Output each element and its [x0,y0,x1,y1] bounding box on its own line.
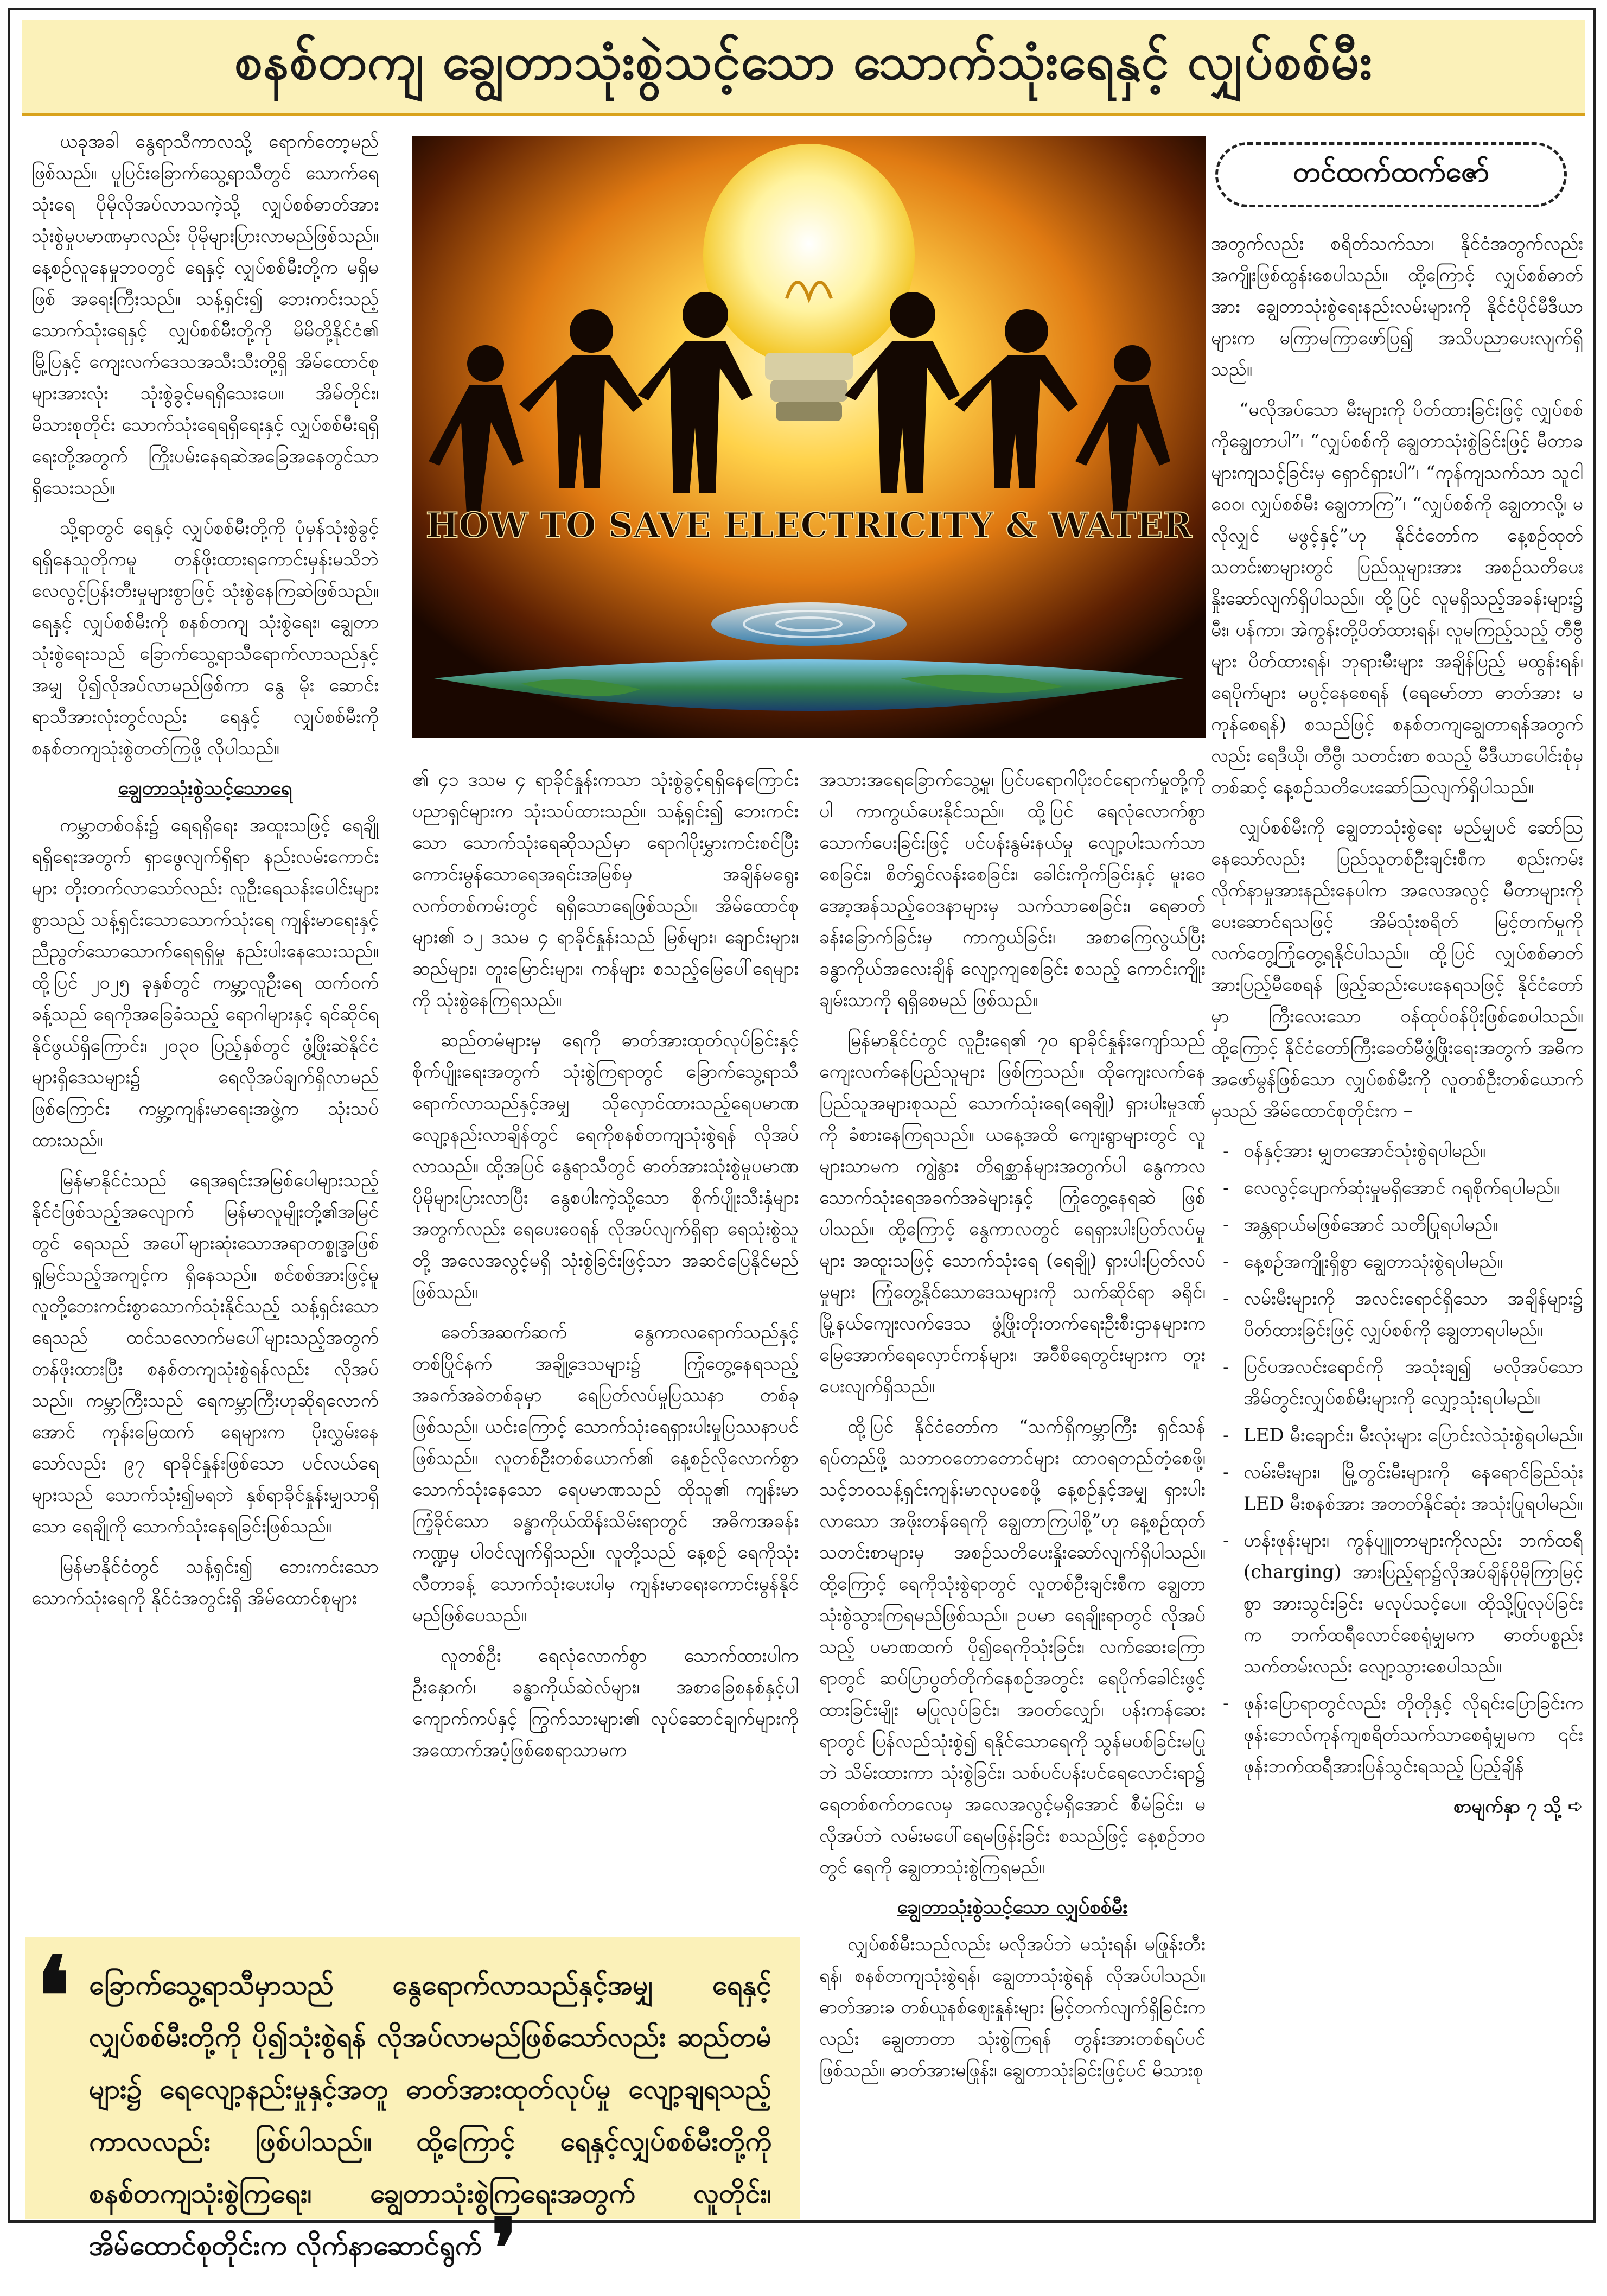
list-item: - LED မီးချောင်း၊ မီးလုံးများ ပြောင်းလဲသုံးစွဲရပါမည်။ [1211,1420,1583,1451]
column-4 [1211,228,1583,2138]
list-item: - နေ့စဉ်အကျိုးရှိစွာ ချွေတာသုံးစွဲရပါမည်။ [1211,1246,1583,1277]
paragraph: ကမ္ဘာတစ်ဝန်း၌ ရေရရှိရေး အထူးသဖြင့် ရေချိုရရှိရေးအတွက် ရှာဖွေလျက်ရှိရာ နည်းလမ်းကောင်းများ တိုးတက်လာသော်လည်း လူဦးရေသန်းပေါင်းများစွာသည် သန့်ရှင်းသောသောက်သုံးရေ ကျန်းမာရေးနှင့်ညီညွတ်သောသောက်ရေရရှိမှု နည်းပါးနေသေးသည်။ ထို့ပြင် ၂၀၂၅ ခုနှစ်တွင် ကမ္ဘာ့လူဦးရေ ထက်ဝက်ခန့်သည် ရေကိုအခြေခံသည့် ရောဂါများနှင့် ရင်ဆိုင်ရနိုင်ဖွယ်ရှိကြောင်း၊ ၂၀၃၀ ပြည့်နှစ်တွင် ဖွံ့ဖြိုးဆဲနိုင်ငံများရှိဒေသများ၌ ရေလိုအပ်ချက်ရှိလာမည်ဖြစ်ကြောင်း ကမ္ဘာ့ကျန်းမာရေးအဖွဲ့က သုံးသပ်ထားသည်။ [31,815,379,1151]
paragraph: သို့ရာတွင် ရေနှင့် လျှပ်စစ်မီးတို့ကို ပုံမှန်သုံးစွဲခွင့်ရရှိနေသူတိုကမူ တန်ဖိုးထားရကောင်းမှန်းမသိဘဲ လေလွင့်ပြန်းတီးမှုများစွာဖြင့် သုံးစွဲနေကြဆဲဖြစ်သည်။ ရေနှင့် လျှပ်စစ်မီးကို စနစ်တကျ သုံးစွဲရေး၊ ချွေတာသုံးစွဲရေးသည် ခြောက်သွေ့ရာသီရောက်လာသည်နှင့်အမျှ ပို၍လိုအပ်လာမည်ဖြစ်ကာ နွေ မိုး ဆောင်း ရာသီအားလုံးတွင်လည်း ရေနှင့် လျှပ်စစ်မီးကို စနစ်တကျသုံးစွဲတတ်ကြဖို့ လိုပါသည်။ [31,517,379,759]
paragraph: ယခုအခါ နွေရာသီကာလသို့ ရောက်တော့မည်ဖြစ်သည်။ ပူပြင်းခြောက်သွေ့ရာသီတွင် သောက်ရေသုံးရေ ပိုမိုလိုအပ်လာသကဲ့သို့ လျှပ်စစ်ဓာတ်အား သုံးစွဲမှုပမာဏမှာလည်း ပိုမိုများပြားလာမည်ဖြစ်သည်။ နေ့စဉ်လူနေမှုဘဝတွင် ရေနှင့် လျှပ်စစ်မီးတို့က မရှိမဖြစ် အရေးကြီးသည်။ သန့်ရှင်း၍ ဘေးကင်းသည့် သောက်သုံးရေနှင့် လျှပ်စစ်မီးတို့ကို မိမိတို့နိုင်ငံ၏ မြို့ပြနှင့် ကျေးလက်ဒေသအသီးသီးတို့ရှိ အိမ်ထောင်စုများအားလုံး သုံးစွဲခွင့်မရရှိသေးပေ။ အိမ်တိုင်း၊ မိသားစုတိုင်း သောက်သုံးရေရရှိရေးနှင့် လျှပ်စစ်မီးရရှိရေးတို့အတွက် ကြိုးပမ်းနေရဆဲအခြေအနေတွင်သာ ရှိသေးသည်။ [31,131,379,499]
section-heading: ချွေတာသုံးစွဲသင့်သောရေ [118,777,292,799]
paragraph: မြန်မာနိုင်ငံတွင် သန့်ရှင်း၍ ဘေးကင်းသော သောက်သုံးရေကို နိုင်ငံအတွင်းရှိ အိမ်ထောင်စုများ [31,1556,379,1609]
list-item: - အန္တရာယ်မဖြစ်အောင် သတိပြုရပါမည်။ [1211,1209,1583,1241]
list-item: - ပြင်ပအလင်းရောင်ကို အသုံးချ၍ မလိုအပ်သော အိမ်တွင်းလျှပ်စစ်မီးများကို လျှော့သုံးရပါမည်။ [1211,1351,1583,1414]
section-heading: ချွေတာသုံးစွဲသင့်သော လျှပ်စစ်မီး [897,1896,1128,1918]
list-item: - လေလွင့်ပျောက်ဆုံးမှုမရှိအောင် ဂရုစိုက်ရပါမည်။ [1211,1172,1583,1204]
list-item: - ဖုန်းပြောရာတွင်လည်း တိုတိုနှင့် လိုရင်းပြောခြင်းက ဖုန်းဘေလ်ကုန်ကျစရိတ်သက်သာစေရုံမျှမက ၎င်းဖုန်းဘက်ထရီအားပြန်သွင်းရသည့် ပြည့်ချိန် [1211,1688,1583,1782]
article-photo [412,136,1206,738]
paragraph: အတွက်လည်း စရိတ်သက်သာ၊ နိုင်ငံအတွက်လည်း အကျိုးဖြစ်ထွန်းစေပါသည်။ ထို့ကြောင့် လျှပ်စစ်ဓာတ်အား ချွေတာသုံးစွဲရေးနည်းလမ်းများကို နိုင်ငံပိုင်မီဒီယာများက မကြာမကြာဖော်ပြ၍ အသိပညာပေးလျက်ရှိသည်။ [1211,233,1583,380]
author-byline [1215,142,1567,207]
list-item: - ဝန်နှင့်အား မျှတအောင်သုံးစွဲရပါမည်။ [1211,1135,1583,1167]
paragraph: ၏ ၄၁ ဒသမ ၄ ရာခိုင်နှုန်းကသာ သုံးစွဲခွင့်ရရှိနေကြောင်း ပညာရှင်များက သုံးသပ်ထားသည်။ သန့်ရှင်း၍ ဘေးကင်းသော သောက်သုံးရေဆိုသည်မှာ ရောဂါပိုးမွှားကင်းစင်ပြီး ကောင်းမွန်သောရေအရင်းအမြစ်မှ အချိန်မရွေး လက်တစ်ကမ်းတွင် ရရှိသောရေဖြစ်သည်။ အိမ်ထောင်စုများ၏ ၁၂ ဒသမ ၄ ရာခိုင်နှုန်းသည် မြစ်များ၊ ချောင်းများ၊ ဆည်များ၊ တူးမြောင်းများ၊ ကန်များ စသည့်မြေပေါ်ရေများကို သုံးစွဲနေကြရသည်။ [412,769,799,1011]
paragraph: ဆည်တမံများမှ ရေကို ဓာတ်အားထုတ်လုပ်ခြင်းနှင့် စိုက်ပျိုးရေးအတွက် သုံးစွဲကြရာတွင် ခြောက်သွေ့ရာသီရောက်လာသည်နှင့်အမျှ သိုလှောင်ထားသည့်ရေပမာဏ လျော့နည်းလာချိန်တွင် ရေကိုစနစ်တကျသုံးစွဲရန် လိုအပ်လာသည်။ ထို့အပြင် နွေရာသီတွင် ဓာတ်အားသုံးစွဲမှုပမာဏ ပိုမိုများပြားလာပြီး နွေစပါးကဲ့သို့သော စိုက်ပျိုးသီးနှံများအတွက်လည်း ရေပေးဝေရန် လိုအပ်လျက်ရှိရာ ရေသုံးစွဲသူတို့ အလေအလွင့်မရှိ သုံးစွဲခြင်းဖြင့်သာ အဆင်ပြေနိုင်မည်ဖြစ်သည်။ [412,1029,799,1303]
paragraph: မြန်မာနိုင်ငံသည် ရေအရင်းအမြစ်ပေါများသည့် နိုင်ငံဖြစ်သည့်အလျောက် မြန်မာလူမျိုးတို့၏အမြင်တွင် ရေသည် အပေါ်များဆုံးသောအရာတစ္စ္ခုအဖြစ် ရှုမြင်သည့်အကျင့်က ရှိနေသည်။ စင်စစ်အားဖြင့်မူ လူတို့ဘေးကင်းစွာသောက်သုံးနိုင်သည့် သန့်ရှင်းသောရေသည် ထင်သလောက်မပေါ်များသည့်အတွက် တန်ဖိုးထားပြီး စနစ်တကျသုံးစွဲရန်လည်း လိုအပ်သည်။ ကမ္ဘာကြီးသည် ရေကမ္ဘာကြီးဟုဆိုရလောက်အောင် ကုန်းမြေထက် ရေများက ပိုးလွှမ်းနေသော်လည်း ၉၇ ရာခိုင်နှုန်းဖြစ်သော ပင်လယ်ရေများသည် သောက်သုံး၍မရဘဲ နှစ်ရာခိုင်နှုန်းမျှသာရှိသော ရေချိုကို သောက်သုံးနေရခြင်းဖြစ်သည်။ [31,1169,379,1537]
column-1 [31,126,379,1938]
quote-open-icon: ❛ [36,1933,71,2060]
paragraph: လျှပ်စစ်မီးကို ချွေတာသုံးစွဲရေး မည်မျှပင် ဆော်ဩနေသော်လည်း ပြည်သူတစ်ဦးချင်းစီက စည်းကမ်းလိုက်နာမှုအားနည်းနေပါက အလေအလွင့် မီတာများကို ပေးဆောင်ရသဖြင့် အိမ်သုံးစရိတ် မြင့်တက်မှုကို လက်တွေ့ကြုံတွေ့ရနိုင်ပါသည်။ ထို့ပြင် လျှပ်စစ်ဓာတ်အားပြည့်မီစေရန် ဖြည့်ဆည်းပေးနေရသဖြင့် နိုင်ငံတော်မှာ ကြီးလေးသော ဝန်ထုပ်ဝန်ပိုးဖြစ်စေပါသည်။ ထို့ကြောင့် နိုင်ငံတော်ကြီးခေတ်မီဖွံ့ဖြိုးရေးအတွက် အဓိကအဖော်မွန်ဖြစ်သော လျှပ်စစ်မီးကို လူတစ်ဦးတစ်ယောက်မှသည် အိမ်ထောင်စုတိုင်းက – [1211,817,1583,1122]
list-item: - လမ်းမီးများကို အလင်းရောင်ရှိသော အချိန်များ၌ ပိတ်ထားခြင်းဖြင့် လျှပ်စစ်ကို ချွေတာရပါမည်။ [1211,1283,1583,1346]
quote-close-icon: ❜ [490,2200,518,2296]
paragraph: လူတစ်ဦး ရေလုံလောက်စွာ သောက်ထားပါက ဦးနှောက်၊ ခန္ဓာကိုယ်ဆဲလ်များ၊ အစာခြေစနစ်နှင့်ပါ ကျောက်ကပ်နှင့် ကြွက်သားများ၏ လုပ်ဆောင်ချက်များကို အထောက်အပံ့ဖြစ်စေရာသာမက [412,1645,799,1761]
lightbulb-illustration [412,136,1206,738]
paragraph: ခေတ်အဆက်ဆက် နွေကာလရောက်သည်နှင့် တစ်ပြိုင်နက် အချို့ဒေသများ၌ ကြုံတွေ့နေရသည့် အခက်အခဲတစ်ခုမှာ ရေပြတ်လပ်မှုပြဿနာ တစ်ခုဖြစ်သည်။ ယင်းကြောင့် သောက်သုံးရေရှားပါးမှုပြဿနာပင်ဖြစ်သည်။ လူတစ်ဦးတစ်ယောက်၏ နေ့စဉ်လိုလောက်စွာ သောက်သုံးနေသော ရေပမာဏသည် ထိုသူ၏ ကျန်းမာကြံ့ခိုင်သော ခန္ဓာကိုယ်ထိန်းသိမ်းရာတွင် အဓိကအခန်းကဏ္ဍမှ ပါဝင်လျက်ရှိသည်။ လူတို့သည် နေ့စဉ် ရေကိုသုံးလီတာခန့် သောက်သုံးပေးပါမှ ကျန်းမာရေးကောင်းမွန်နိုင်မည်ဖြစ်ပေသည်။ [412,1321,799,1626]
headline: စနစ်တကျ ချွေတာသုံးစွဲသင့်သော သောက်သုံးရေနှင့် လျှပ်စစ်မီး [234,33,1373,91]
tips-list [1211,1135,1583,1782]
pull-quote-text: ခြောက်သွေ့ရာသီမှာသည် နွေရောက်လာသည်နှင့်အမျှ ရေနှင့် လျှပ်စစ်မီးတို့ကို ပို၍သုံးစွဲရန် လိုအပ်လာမည်ဖြစ်သော်လည်း ဆည်တမံများ၌ ရေလျော့နည်းမှုနှင့်အတူ ဓာတ်အားထုတ်လုပ်မှု လျော့ချရသည့်ကာလလည်း ဖြစ်ပါသည်။ ထို့ကြောင့် ရေနှင့်လျှပ်စစ်မီးတို့ကို စနစ်တကျသုံးစွဲကြရေး၊ ချွေတာသုံးစွဲကြရေးအတွက် လူတိုင်း၊ အိမ်ထောင်စုတိုင်းက လိုက်နာဆောင်ရွက် [89,1969,771,2261]
paragraph: “မလိုအပ်သော မီးများကို ပိတ်ထားခြင်းဖြင့် လျှပ်စစ်ကိုချွေတာပါ”၊ “လျှပ်စစ်ကို ချွေတာသုံးစွဲခြင်းဖြင့် မီတာခများကျသင့်ခြင်းမှ ရှောင်ရှားပါ”၊ “ကုန်ကျသက်သာ သူငါဝေဝ၊ လျှပ်စစ်မီး ချွေတာကြ”၊ “လျှပ်စစ်ကို ချွေတာလို့၊ မလိုလျှင် မဖွင့်နှင့်”ဟု နိုင်ငံတော်က နေ့စဉ်ထုတ်သတင်းစာများတွင် ပြည်သူများအား အစဉ်သတိပေးနှိုးဆော်လျက်ရှိပါသည်။ ထို့ပြင် လူမရှိသည့်အခန်းများ၌ မီး၊ ပန်ကာ၊ အဲကွန်းတို့ပိတ်ထားရန်၊ လူမကြည့်သည့် တီဗွီများ ပိတ်ထားရန်၊ ဘုရားမီးများ အချိန်ပြည့် မထွန်းရန်၊ ရေပိုက်များ မပွင့်နေစေရန် (ရေမော်တာ ဓာတ်အား မကုန်စေရန်) စသည်ဖြင့် စနစ်တကျချွေတာရန်အတွက် လည်း ရေဒီယို၊ တီဗွီ၊ သတင်းစာ စသည့် မီဒီယာပေါင်းစုံမှ တစ်ဆင့် နေ့စဉ်သတိပေးဆော်ဩလျက်ရှိပါသည်။ [1211,399,1583,798]
continued-on-page: စာမျက်နှာ ၇ သို့ ➪ [1453,1796,1583,1817]
list-item: - လမ်းမီးများ၊ မြို့တွင်းမီးများကို နေရောင်ခြည်သုံး LED မီးစနစ်အား အတတ်နိုင်ဆုံး အသုံးပြုရပါမည်။ [1211,1457,1583,1519]
paragraph: အသားအရေခြောက်သွေ့မှု၊ ပြင်ပရောဂါပိုးဝင်ရောက်မှုတို့ကိုပါ ကာကွယ်ပေးနိုင်သည်။ ထို့ပြင် ရေလုံလောက်စွာသောက်ပေးခြင်းဖြင့် ပင်ပန်းနွမ်းနယ်မှု လျော့ပါးသက်သာစေခြင်း၊ စိတ်ရွှင်လန်းစေခြင်း၊ ခေါင်းကိုက်ခြင်းနှင့် မူးဝေအော့အန်သည့်ဝေဒနာများမှ သက်သာစေခြင်း၊ ရေဓာတ်ခန်းခြောက်ခြင်းမှ ကာကွယ်ခြင်း၊ အစာကြေလွယ်ပြီး ခန္ဓာကိုယ်အလေးချိန် လျော့ကျစေခြင်း စသည့် ကောင်းကျိုးချမ်းသာကို ရရှိစေမည် ဖြစ်သည်။ [819,769,1206,1011]
author-name: တင်ထက်ထက်ဇော် [1292,156,1490,188]
paragraph: ထို့ပြင် နိုင်ငံတော်က “သက်ရှိကမ္ဘာကြီး ရှင်သန်ရပ်တည်ဖို့ သဘာဝတောတောင်များ ထာဝရတည်တံ့စေဖို့၊ သင့်ဘဝသန့်ရှင်းကျန်းမာလုပစေဖို့ နေ့စဉ်နှင့်အမျှ ရှားပါးလာသော အဖိုးတန်ရေကို ချွေတာကြပါစို့”ဟု နေ့စဉ်ထုတ်သတင်းစာများမှ အစဉ်သတိပေးနှိုးဆော်လျက်ရှိပါသည်။ ထို့ကြောင့် ရေကိုသုံးစွဲရာတွင် လူတစ်ဦးချင်းစီက ချွေတာသုံးစွဲသွားကြရမည်ဖြစ်သည်။ ဥပမာ ရေချိုးရာတွင် လိုအပ်သည့် ပမာဏထက် ပို၍ရေကိုသုံးခြင်း၊ လက်ဆေးကြောရာတွင် ဆပ်ပြာပွတ်တိုက်နေစဉ်အတွင်း ရေပိုက်ခေါင်းဖွင့်ထားခြင်းမျိုး မပြုလုပ်ခြင်း၊ အဝတ်လျှော်၊ ပန်းကန်ဆေးရာတွင် ပြန်လည်သုံးစွဲ၍ ရနိုင်သောရေကို သွန်မပစ်ခြင်းမပြုဘဲ သိမ်းထားကာ သုံးစွဲခြင်း၊ သစ်ပင်ပန်းပင်ရေလောင်းရာ၌ ရေတစ်စက်တလေမှ အလေအလွင့်မရှိအောင် စီမံခြင်း၊ မလိုအပ်ဘဲ လမ်းမပေါ်ရေမဖြန်းခြင်း စသည်ဖြင့် နေ့စဉ်ဘဝတွင် ရေကို ချွေတာသုံးစွဲကြရမည်။ [819,1416,1206,1878]
image-caption: HOW TO SAVE ELECTRICITY & WATER [425,505,1193,546]
list-item: - ဟန်းဖုန်းများ၊ ကွန်ပျူတာများကိုလည်း ဘက်ထရီ (charging) အားပြည့်ရာ၌လိုအပ်ချိန်ပိုမိုကြာမြင့်စွာ အားသွင်းခြင်း မလုပ်သင့်ပေ။ ထိုသို့ပြုလုပ်ခြင်းက ဘက်ထရီလောင်စေရုံမျှမက ဓာတ်ပစ္စည်းသက်တမ်းလည်း လျော့သွားစေပါသည်။ [1211,1525,1583,1682]
paragraph: လျှပ်စစ်မီးသည်လည်း မလိုအပ်ဘဲ မသုံးရန်၊ မဖြုန်းတီးရန်၊ စနစ်တကျသုံးစွဲရန်၊ ချွေတာသုံးစွဲရန် လိုအပ်ပါသည်။ ဓာတ်အားခ တစ်ယူနစ်ဈေးနှုန်းများ မြင့်တက်လျက်ရှိခြင်းကလည်း ချွေတာတာ သုံးစွဲကြရန် တွန်းအားတစ်ရပ်ပင် ဖြစ်သည်။ ဓာတ်အားမဖြုန်း၊ ချွေတာသုံးခြင်းဖြင့်ပင် မိသားစု [819,1934,1206,2081]
pull-quote [25,1933,800,2296]
headline-banner [22,20,1585,116]
paragraph: မြန်မာနိုင်ငံတွင် လူဦးရေ၏ ၇၀ ရာခိုင်နှုန်းကျော်သည် ကျေးလက်နေပြည်သူများ ဖြစ်ကြသည်။ ထိုကျေးလက်နေပြည်သူအများစုသည် သောက်သုံးရေ(ရေချို) ရှားပါးမှုဒဏ်ကို ခံစားနေကြရသည်။ ယနေ့အထိ ကျေးရွာများတွင် လူများသာမက ကျွဲနွား တိရစ္ဆာန်များအတွက်ပါ နွေကာလ သောက်သုံးရေအခက်အခဲများနှင့် ကြုံတွေ့နေရဆဲ ဖြစ်ပါသည်။ ထို့ကြောင့် နွေကာလတွင် ရေရှားပါးပြတ်လပ်မှုများ အထူးသဖြင့် သောက်သုံးရေ (ရေချို) ရှားပါးပြတ်လပ်မှုများ ကြုံတွေ့နိုင်သောဒေသများကို သက်ဆိုင်ရာ ခရိုင်၊ မြို့နယ်ကျေးလက်ဒေသ ဖွံ့ဖြိုးတိုးတက်ရေးဦးစီးဌာနများက မြေအောက်ရေလှောင်ကန်များ၊ အဝီစိရေတွင်းများက တူးပေးလျက်ရှိသည်။ [819,1029,1206,1397]
water-drop-icon [711,602,907,646]
column-3 [819,764,1206,2202]
